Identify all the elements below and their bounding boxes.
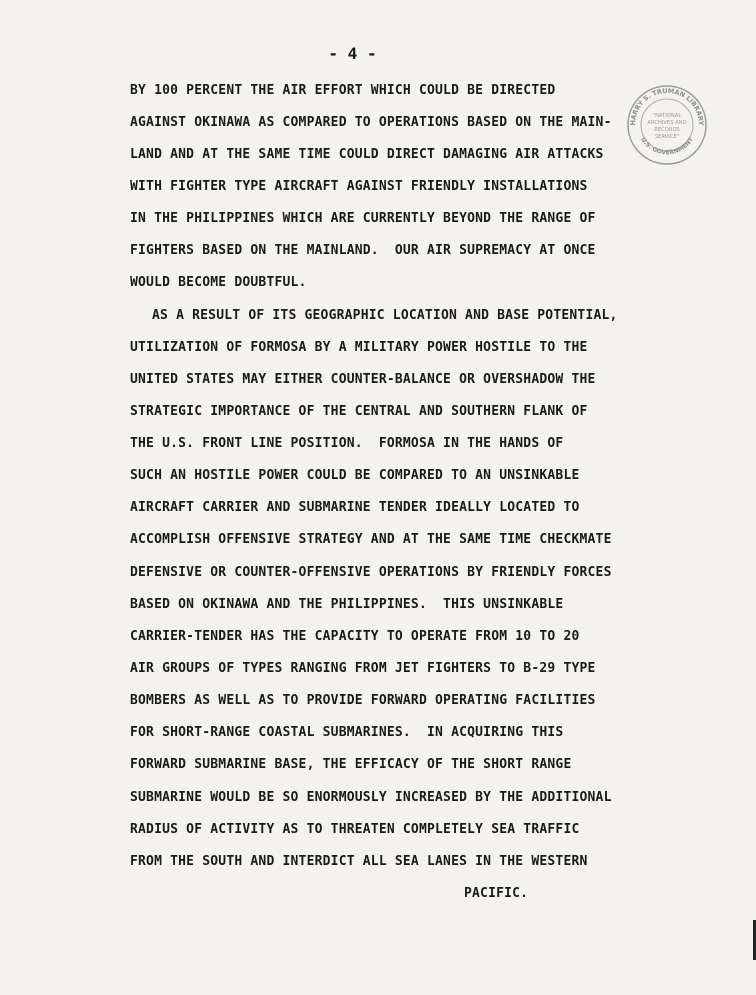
text-line: STRATEGIC IMPORTANCE OF THE CENTRAL AND SOUTHERN FLANK OF [130, 404, 588, 419]
text-line: RADIUS OF ACTIVITY AS TO THREATEN COMPLETELY SEA TRAFFIC [130, 822, 580, 837]
text-line: DEFENSIVE OR COUNTER-OFFENSIVE OPERATIONS BY FRIENDLY FORCES [130, 565, 612, 580]
text-line: THE U.S. FRONT LINE POSITION. FORMOSA IN THE HANDS OF [130, 436, 564, 451]
text-line: BOMBERS AS WELL AS TO PROVIDE FORWARD OPERATING FACILITIES [130, 693, 596, 708]
stamp-center-line: RECORDS [654, 127, 680, 133]
text-line: FIGHTERS BASED ON THE MAINLAND. OUR AIR SUPREMACY AT ONCE [130, 243, 596, 258]
text-line: WITH FIGHTER TYPE AIRCRAFT AGAINST FRIENDLY INSTALLATIONS [130, 179, 588, 194]
stamp-center-line: ARCHIVES AND [647, 120, 687, 126]
text-line: ACCOMPLISH OFFENSIVE STRATEGY AND AT THE SAME TIME CHECKMATE [130, 532, 612, 547]
text-line: SUBMARINE WOULD BE SO ENORMOUSLY INCREASED BY THE ADDITIONAL [130, 790, 612, 805]
text-line: PACIFIC. [464, 886, 529, 901]
text-line: BY 100 PERCENT THE AIR EFFORT WHICH COULD BE DIRECTED [130, 83, 556, 98]
text-line: AIRCRAFT CARRIER AND SUBMARINE TENDER IDEALLY LOCATED TO [130, 500, 580, 515]
stamp-center-line: SERVICE" [654, 134, 680, 140]
text-line: WOULD BECOME DOUBTFUL. [130, 275, 307, 290]
text-line: FORWARD SUBMARINE BASE, THE EFFICACY OF THE SHORT RANGE [130, 757, 572, 772]
stamp-center-line: "NATIONAL [652, 113, 682, 119]
page-number: - 4 - [328, 44, 377, 63]
text-line: FROM THE SOUTH AND INTERDICT ALL SEA LANES IN THE WESTERN [130, 854, 588, 869]
text-line: SUCH AN HOSTILE POWER COULD BE COMPARED TO AN UNSINKABLE [130, 468, 580, 483]
stamp-ring-text: HARRY S. TRUMAN LIBRARY [628, 86, 706, 126]
text-line: UNITED STATES MAY EITHER COUNTER-BALANCE OR OVERSHADOW THE [130, 372, 596, 387]
text-line: BASED ON OKINAWA AND THE PHILIPPINES. THIS UNSINKABLE [130, 597, 564, 612]
text-line: AGAINST OKINAWA AS COMPARED TO OPERATIONS BASED ON THE MAIN- [130, 115, 612, 130]
text-line: IN THE PHILIPPINES WHICH ARE CURRENTLY BEYOND THE RANGE OF [130, 211, 596, 226]
text-line: FOR SHORT-RANGE COASTAL SUBMARINES. IN ACQUIRING THIS [130, 725, 564, 740]
text-line: CARRIER-TENDER HAS THE CAPACITY TO OPERATE FROM 10 TO 20 [130, 629, 580, 644]
text-line: AIR GROUPS OF TYPES RANGING FROM JET FIGHTERS TO B-29 TYPE [130, 661, 596, 676]
text-line: AS A RESULT OF ITS GEOGRAPHIC LOCATION AND BASE POTENTIAL, [152, 308, 618, 323]
stamp-ring-bottom: U.S. GOVERNMENT [639, 136, 695, 157]
archive-stamp [626, 84, 708, 166]
text-line: UTILIZATION OF FORMOSA BY A MILITARY POWER HOSTILE TO THE [130, 340, 588, 355]
text-line: LAND AND AT THE SAME TIME COULD DIRECT DAMAGING AIR ATTACKS [130, 147, 604, 162]
